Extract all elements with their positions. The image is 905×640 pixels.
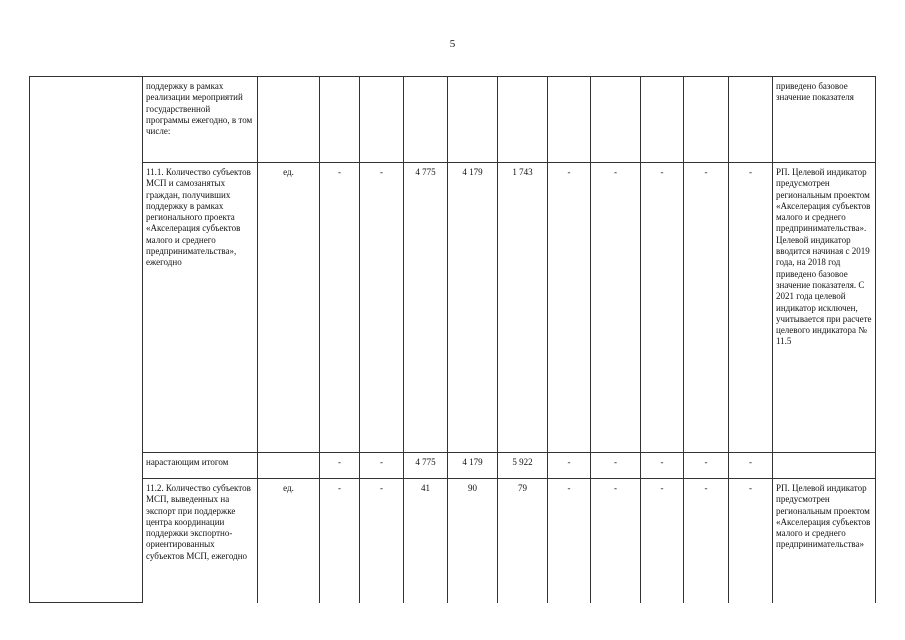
value-cell: -: [641, 453, 684, 479]
value-cell: -: [320, 479, 360, 603]
value-cell: 4 179: [448, 453, 498, 479]
value-cell: [548, 77, 591, 163]
value-cell: -: [360, 479, 404, 603]
value-cell: -: [684, 163, 729, 453]
value-cell: [591, 77, 641, 163]
value-cell: -: [684, 479, 729, 603]
value-cell: -: [729, 453, 773, 479]
note-cell: РП. Целевой индикатор предусмотрен региональным проектом «Акселерация субъектов малого и среднего предпринимательства»: [773, 479, 876, 603]
value-cell: -: [360, 163, 404, 453]
value-cell: 4 775: [404, 453, 448, 479]
value-cell: -: [548, 163, 591, 453]
page-number: 5: [449, 38, 456, 50]
value-cell: -: [729, 479, 773, 603]
value-cell: [729, 77, 773, 163]
note-cell: [773, 453, 876, 479]
value-cell: 79: [498, 479, 548, 603]
table-row: [30, 479, 876, 603]
value-cell: -: [729, 163, 773, 453]
value-cell: -: [320, 163, 360, 453]
value-cell: -: [684, 453, 729, 479]
value-cell: -: [591, 479, 641, 603]
value-cell: 90: [448, 479, 498, 603]
value-cell: 4 775: [404, 163, 448, 453]
value-cell: -: [641, 163, 684, 453]
value-cell: [320, 77, 360, 163]
note-cell: приведено базовое значение показателя: [773, 77, 876, 163]
indicator-name-cell: поддержку в рамках реализации мероприятий государственной программы ежегодно, в том числе:: [143, 77, 258, 163]
table-row: [30, 163, 876, 453]
value-cell: -: [320, 453, 360, 479]
table-row: [30, 453, 876, 479]
value-cell: [448, 77, 498, 163]
unit-cell: [258, 77, 320, 163]
value-cell: [360, 77, 404, 163]
value-cell: -: [360, 453, 404, 479]
value-cell: [498, 77, 548, 163]
value-cell: -: [591, 453, 641, 479]
indicators-table: [29, 76, 876, 603]
value-cell: [404, 77, 448, 163]
value-cell: 4 179: [448, 163, 498, 453]
indicator-name-cell: 11.2. Количество субъектов МСП, выведенных на экспорт при поддержке центра координации поддержки экспортно-ориентированных субъектов МСП, ежегодно: [143, 479, 258, 603]
value-cell: -: [548, 479, 591, 603]
value-cell: -: [548, 453, 591, 479]
value-cell: -: [591, 163, 641, 453]
table-row: [30, 77, 876, 163]
value-cell: -: [641, 479, 684, 603]
value-cell: [684, 77, 729, 163]
unit-cell: [258, 453, 320, 479]
indicator-name-cell: нарастающим итогом: [143, 453, 258, 479]
unit-cell: ед.: [258, 163, 320, 453]
indicator-name-cell: 11.1. Количество субъектов МСП и самозанятых граждан, получивших поддержку в рамках регионального проекта «Акселерация субъектов малого и среднего предпринимательства», ежегодно: [143, 163, 258, 453]
value-cell: 1 743: [498, 163, 548, 453]
value-cell: 5 922: [498, 453, 548, 479]
blank-number-cell: [30, 77, 143, 603]
value-cell: 41: [404, 479, 448, 603]
value-cell: [641, 77, 684, 163]
note-cell: РП. Целевой индикатор предусмотрен региональным проектом «Акселерация субъектов малого и среднего предпринимательства». Целевой индикатор вводится начиная с 2019 года, на 2018 год приведено базовое значение показателя. С 2021 года целевой индикатор исключен, учитывается при расчете целевого индикатора № 11.5: [773, 163, 876, 453]
unit-cell: ед.: [258, 479, 320, 603]
